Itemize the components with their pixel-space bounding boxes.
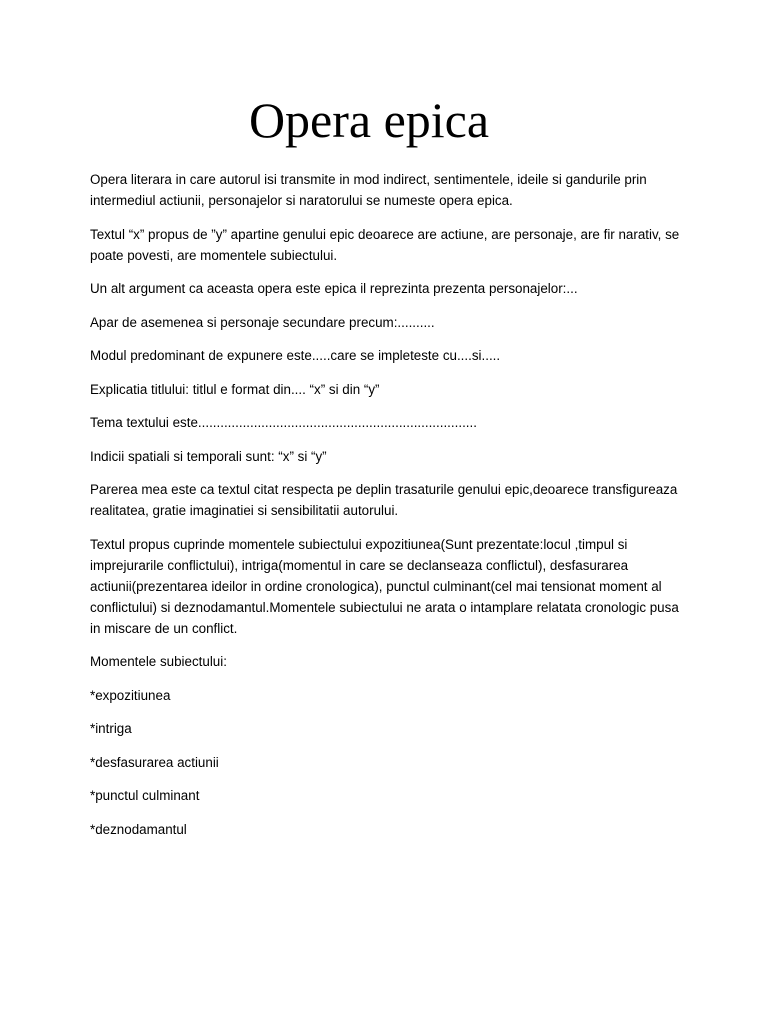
list-item: *punctul culminant [90, 788, 200, 803]
paragraph-definition: Opera literara in care autorul isi transmite in mod indirect, sentimentele, ideile si gandurile prin intermediul actiunii, personajelor si naratorului se numeste opera epica. [90, 172, 647, 208]
document-title: Opera epica [248, 92, 490, 148]
paragraph-plot-moments: Textul propus cuprinde momentele subiectului expozitiunea(Sunt prezentate:locul ,timpul si imprejurarile conflictului), intriga(momentul in care se declanseaza conflictul), desfasurarea actiunii(prezentarea ideilor in ordine cronologica), punctul culminant(cel mai tensionat moment al conflictului) si deznodamantul.Momentele subiectului ne arata o intamplare relatata cronologic pusa in miscare de un conflict. [90, 536, 679, 636]
paragraph-genre-argument: Textul “x” propus de ”y” apartine genului epic deoarece are actiune, are personaje, are fir narativ, se poate povesti, are momentele subiectului. [90, 226, 680, 263]
list-heading: Momentele subiectului: [90, 654, 227, 669]
paragraph-secondary-characters: Apar de asemenea si personaje secundare precum:.......... [90, 314, 435, 330]
paragraph-theme: Tema textului este........................................................................... [90, 415, 477, 430]
list-item: *intriga [90, 721, 132, 736]
paragraph-title-explanation: Explicatia titlului: titlul e format din.... “x” si din “y” [90, 381, 380, 397]
list-item: *desfasurarea actiunii [90, 754, 219, 770]
paragraph-opinion: Parerea mea este ca textul citat respecta pe deplin trasaturile genului epic,deoarece transfigureaza realitatea, gratie imaginatiei si sensibilitatii autorului. [90, 482, 678, 518]
document-body [90, 169, 690, 852]
paragraph-space-time: Indicii spatiali si temporali sunt: “x” si “y” [90, 448, 327, 464]
paragraph-exposition-mode: Modul predominant de expunere este.....care se impleteste cu....si..... [90, 348, 501, 363]
paragraph-characters: Un alt argument ca aceasta opera este epica il reprezinta prezenta personajelor:... [90, 281, 578, 296]
list-item: *expozitiunea [90, 687, 171, 703]
list-item: *deznodamantul [90, 821, 187, 837]
